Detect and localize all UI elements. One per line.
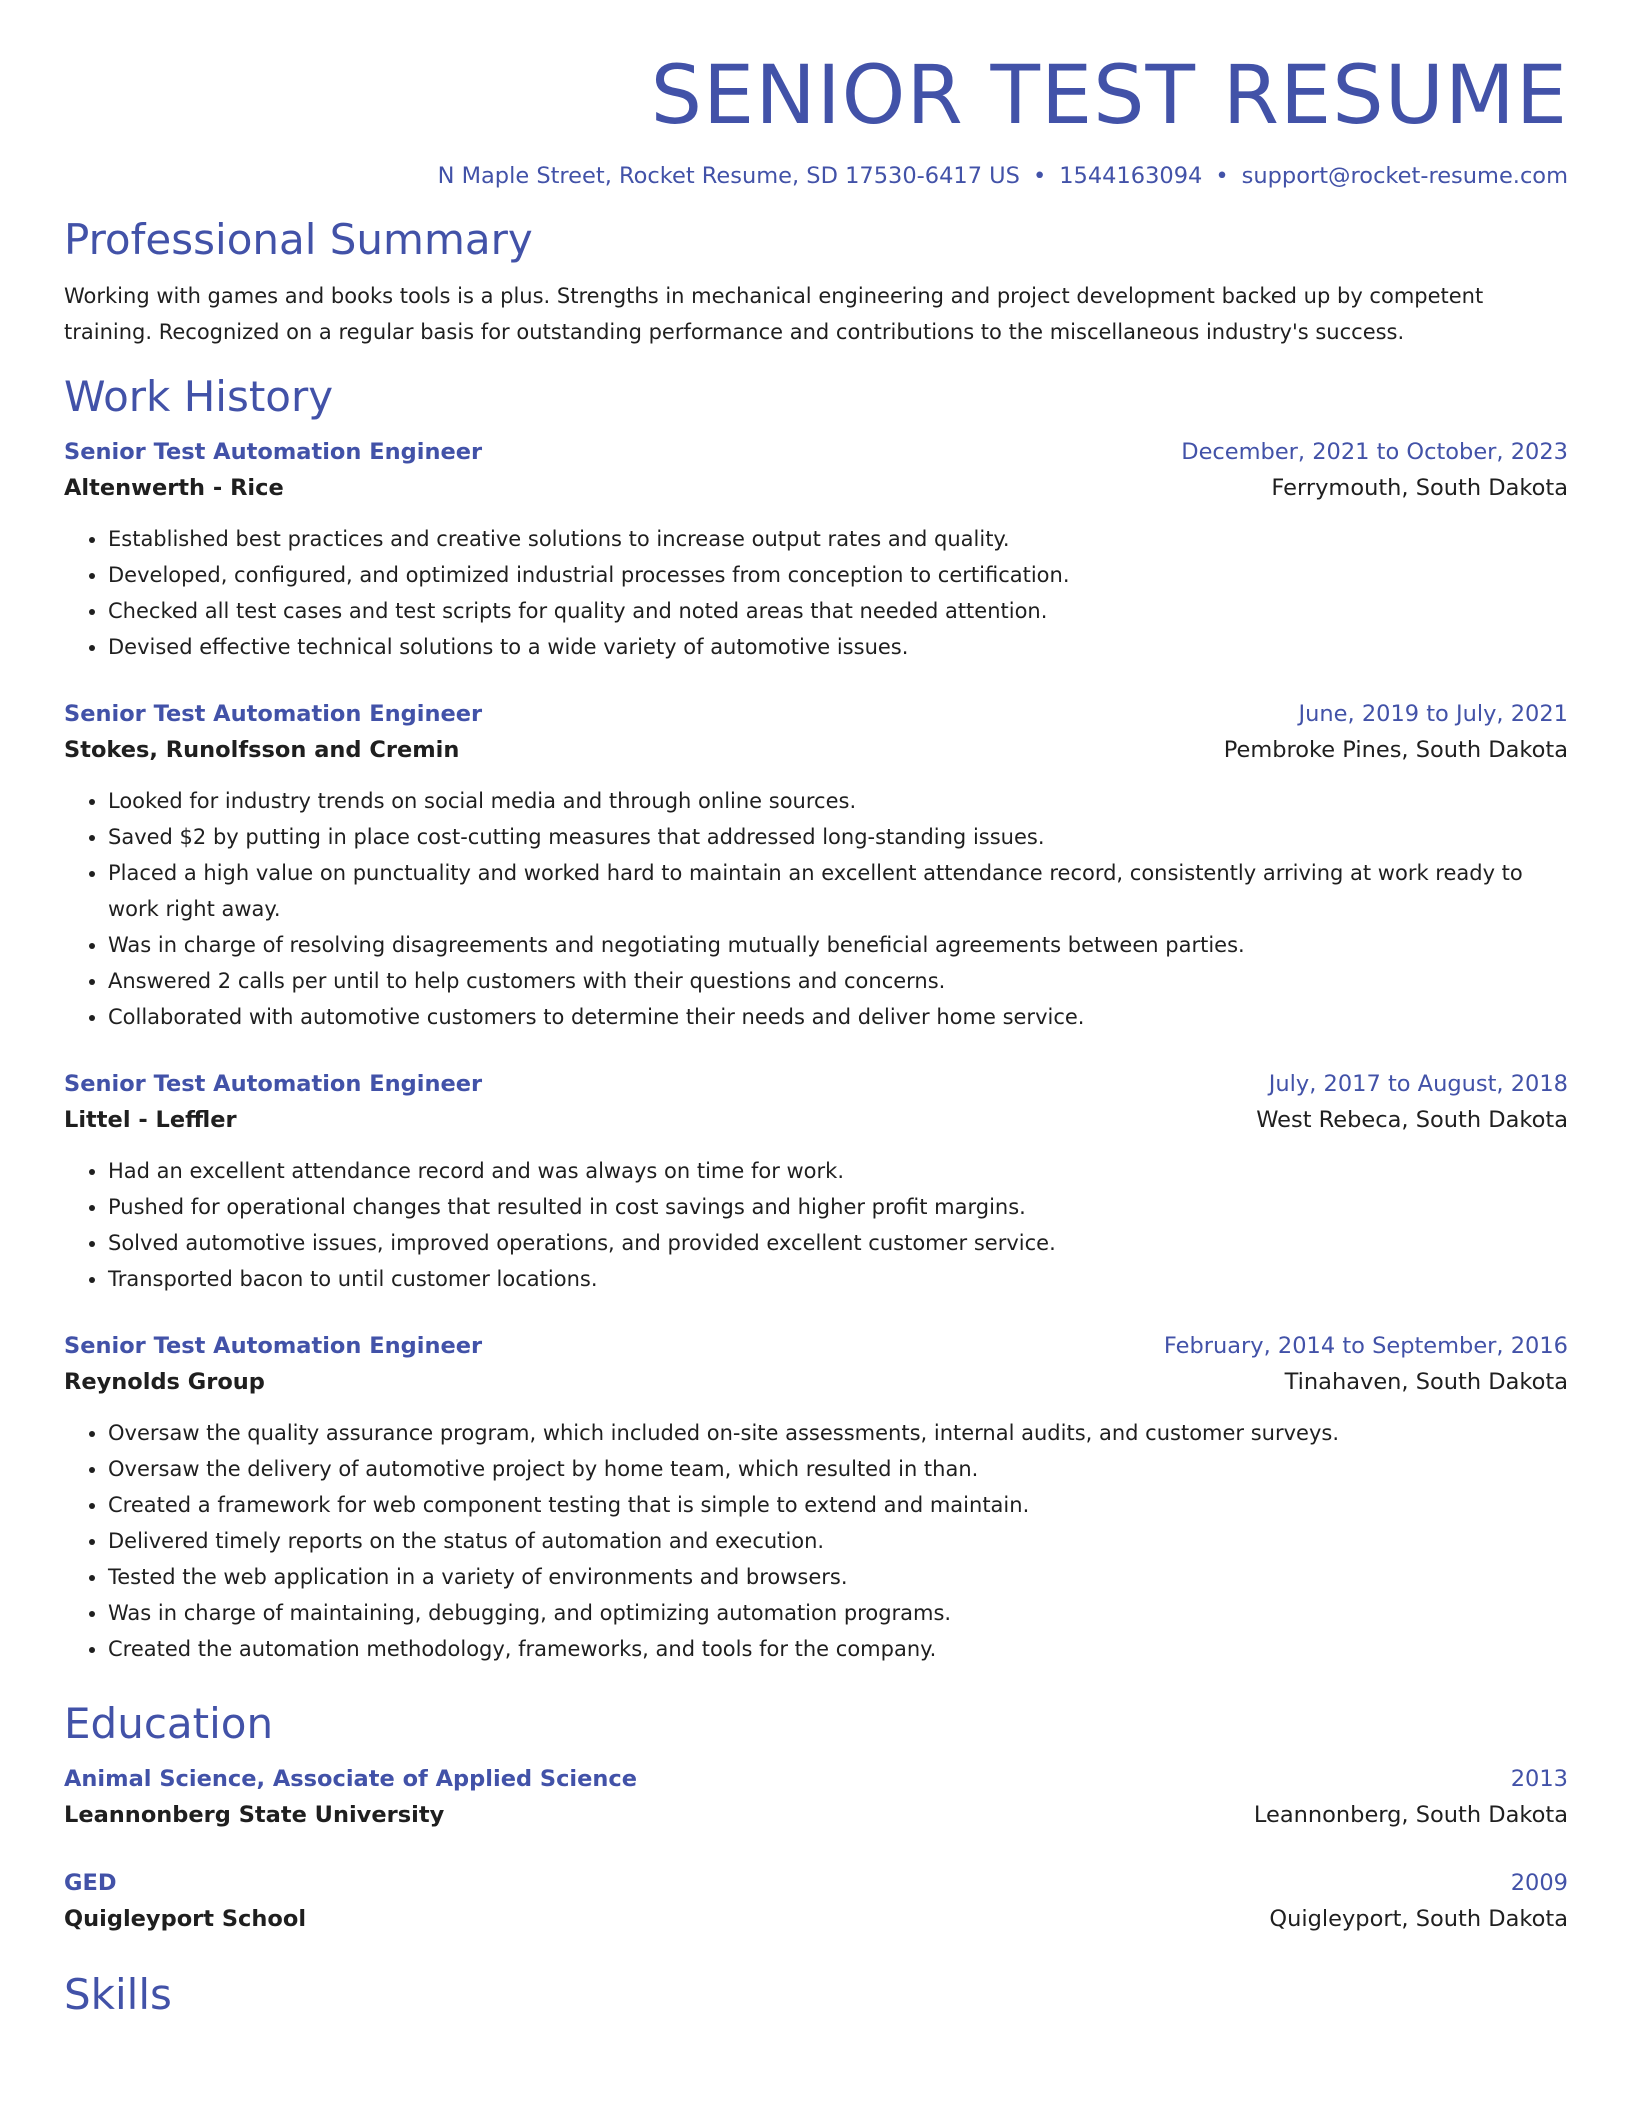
job-location: Tinahaven, South Dakota — [1284, 1369, 1568, 1396]
job-role: Senior Test Automation Engineer — [64, 701, 483, 728]
list-item: • Answered 2 calls per until to help customers with their questions and concerns. — [108, 963, 1568, 999]
section-title-work-history: Work History — [64, 372, 334, 422]
job-company: Reynolds Group — [64, 1369, 265, 1396]
job-entry — [64, 435, 1568, 665]
list-item: • Solved automotive issues, improved operations, and provided excellent customer service. — [108, 1225, 1568, 1261]
list-item: • Devised effective technical solutions to a wide variety of automotive issues. — [108, 629, 1568, 665]
list-item: • Was in charge of maintaining, debugging, and optimizing automation programs. — [108, 1595, 1568, 1631]
list-item: • Had an excellent attendance record and was always on time for work. — [108, 1153, 1568, 1189]
list-item: • Tested the web application in a variety of environments and browsers. — [108, 1559, 1568, 1595]
list-item: • Was in charge of resolving disagreements and negotiating mutually beneficial agreements between parties. — [108, 927, 1568, 963]
list-item: • Created a framework for web component testing that is simple to extend and maintain. — [108, 1487, 1568, 1523]
list-item: • Established best practices and creative solutions to increase output rates and quality. — [108, 521, 1568, 557]
list-item: • Oversaw the quality assurance program, which included on-site assessments, internal audits, and customer surveys. — [108, 1415, 1568, 1451]
list-item: • Collaborated with automotive customers to determine their needs and deliver home service. — [108, 999, 1568, 1035]
education-year: 2009 — [1510, 1870, 1568, 1897]
job-dates: February, 2014 to September, 2016 — [1163, 1333, 1568, 1360]
candidate-name: SENIOR TEST RESUME — [650, 49, 1568, 143]
section-title-summary: Professional Summary — [64, 215, 533, 265]
job-dates: June, 2019 to July, 2021 — [1298, 701, 1568, 728]
job-bullets — [64, 521, 1568, 665]
list-item: • Oversaw the delivery of automotive project by home team, which resulted in than. — [108, 1451, 1568, 1487]
contact-separator: • — [1032, 163, 1047, 190]
list-item: • Saved $2 by putting in place cost-cutting measures that addressed long-standing issues. — [108, 819, 1568, 855]
section-title-education: Education — [64, 1699, 274, 1749]
job-role: Senior Test Automation Engineer — [64, 439, 483, 466]
job-entry — [64, 1067, 1568, 1297]
education-degree: GED — [64, 1870, 117, 1897]
job-bullets — [64, 783, 1568, 1035]
education-degree: Animal Science, Associate of Applied Science — [64, 1766, 638, 1793]
contact-line — [64, 163, 1568, 189]
education-entry — [64, 1866, 1568, 1938]
list-item: • Developed, configured, and optimized industrial processes from conception to certification. — [108, 557, 1568, 593]
list-item: • Delivered timely reports on the status of automation and execution. — [108, 1523, 1568, 1559]
education-year: 2013 — [1510, 1766, 1568, 1793]
contact-separator: • — [1215, 163, 1229, 190]
job-bullets — [64, 1153, 1568, 1297]
list-item: • Looked for industry trends on social media and through online sources. — [108, 783, 1568, 819]
job-location: Ferrymouth, South Dakota — [1271, 475, 1568, 502]
job-bullets — [64, 1415, 1568, 1667]
education-school: Quigleyport School — [64, 1906, 307, 1933]
job-role: Senior Test Automation Engineer — [64, 1071, 483, 1098]
list-item: • Transported bacon to until customer locations. — [108, 1261, 1568, 1297]
education-location: Quigleyport, South Dakota — [1269, 1906, 1568, 1933]
job-entry — [64, 697, 1568, 1035]
list-item: • Pushed for operational changes that resulted in cost savings and higher profit margins. — [108, 1189, 1568, 1225]
job-dates: December, 2021 to October, 2023 — [1181, 439, 1568, 466]
section-title-skills: Skills — [64, 1970, 172, 2020]
list-item: • Checked all test cases and test scripts for quality and noted areas that needed attention. — [108, 593, 1568, 629]
contact-phone: 1544163094 — [1059, 163, 1203, 190]
job-company: Littel - Leffler — [64, 1107, 237, 1134]
summary-text: Working with games and books tools is a plus. Strengths in mechanical engineering and project development backed up by competent training. Recognized on a regular basis for outstanding performance and contributions to the miscellaneous industry's success. — [64, 284, 1484, 345]
contact-email[interactable]: support@rocket-resume.com — [1241, 163, 1568, 190]
list-item: • Placed a high value on punctuality and worked hard to maintain an excellent attendance record, consistently arriving at work ready to work right away. — [108, 855, 1568, 927]
job-role: Senior Test Automation Engineer — [64, 1333, 483, 1360]
education-school: Leannonberg State University — [64, 1802, 445, 1829]
list-item: • Created the automation methodology, frameworks, and tools for the company. — [108, 1631, 1568, 1667]
job-location: West Rebeca, South Dakota — [1256, 1107, 1568, 1134]
education-entry — [64, 1762, 1568, 1834]
job-dates: July, 2017 to August, 2018 — [1268, 1071, 1568, 1098]
job-company: Altenwerth - Rice — [64, 475, 284, 502]
job-entry — [64, 1329, 1568, 1667]
job-location: Pembroke Pines, South Dakota — [1223, 737, 1568, 764]
contact-address: N Maple Street, Rocket Resume, SD 17530-6417 US — [437, 163, 1020, 190]
job-company: Stokes, Runolfsson and Cremin — [64, 737, 460, 764]
education-location: Leannonberg, South Dakota — [1253, 1802, 1568, 1829]
